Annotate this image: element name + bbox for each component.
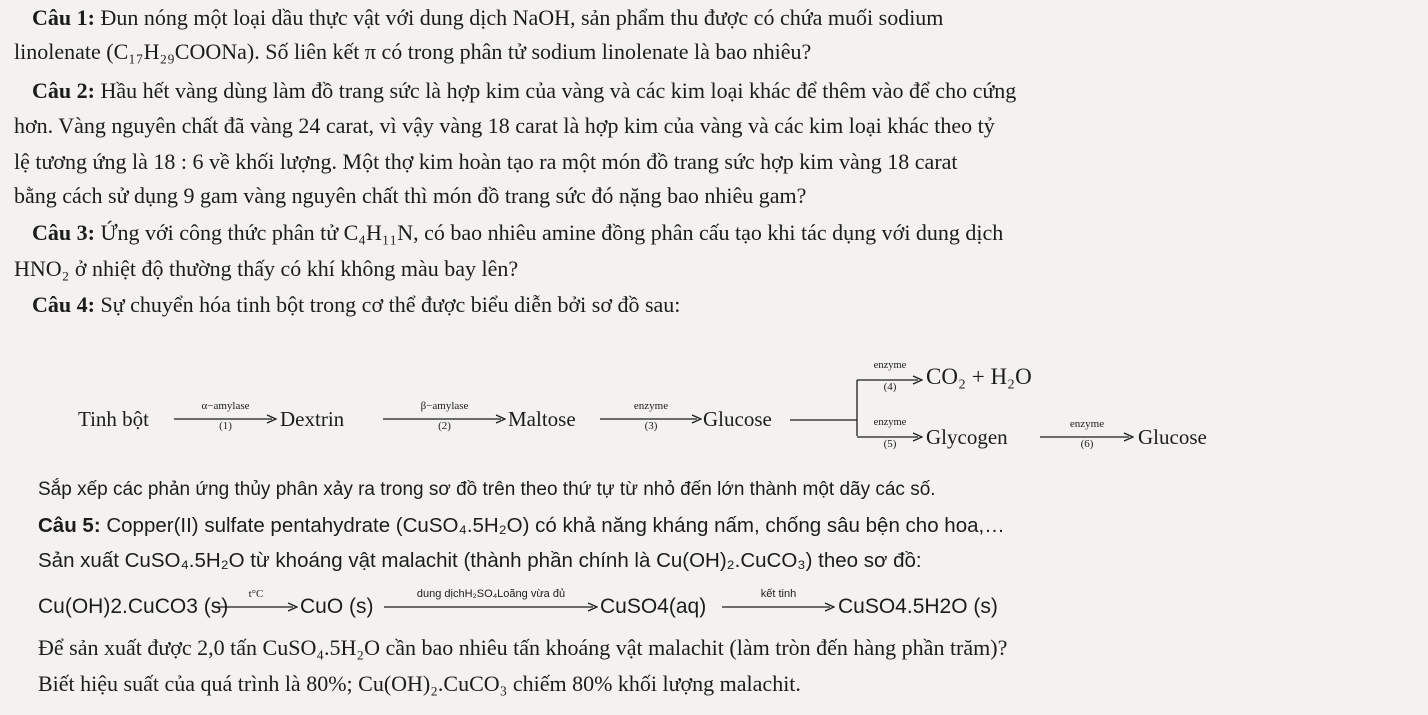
arrow-6-number: (6) — [1080, 438, 1094, 450]
q4-label: Câu 4: — [32, 292, 95, 317]
node-maltose: Maltose — [508, 407, 576, 431]
scheme-arrow-1 — [214, 588, 298, 614]
arrow-3 — [600, 400, 702, 432]
arrow-4-number: (4) — [883, 381, 897, 393]
q1-label: Câu 1: — [32, 5, 95, 30]
q2-label: Câu 2: — [32, 78, 95, 103]
arrow-3-number: (3) — [644, 420, 658, 432]
arrow-5 — [857, 417, 923, 450]
q3-label: Câu 3: — [32, 220, 95, 245]
node-glucose: Glucose — [703, 407, 772, 431]
branch-connector — [790, 372, 860, 436]
scheme-arrow-1-label: t°C — [248, 588, 264, 600]
node-glycogen: Glycogen — [926, 425, 1008, 449]
arrow-5-number: (5) — [883, 438, 897, 450]
q4-line-1 — [32, 291, 1428, 319]
arrow-4 — [857, 360, 923, 393]
arrow-1 — [174, 400, 277, 432]
q5-text-1: Copper(II) sulfate pentahydrate (CuSO₄.5H₂O) có khả năng kháng nấm, chống sâu bện cho hoa,… — [100, 514, 1005, 537]
q2-line-2: hơn. Vàng nguyên chất đã vàng 24 carat, vì vậy vàng 18 carat là hợp kim của vàng và các kim loại khác theo tỷ — [14, 113, 995, 138]
q5-line-1 — [38, 512, 1428, 540]
scheme-arrow-2 — [384, 588, 598, 614]
arrow-2-number: (2) — [438, 420, 451, 432]
arrow-1-number: (1) — [219, 420, 232, 432]
arrow-2 — [383, 400, 506, 432]
scheme-arrow-2-shape — [384, 602, 598, 614]
q5-line-2: Sản xuất CuSO₄.5H₂O từ khoáng vật malachit (thành phần chính là Cu(OH)₂.CuCO₃) theo sơ đồ: — [38, 549, 922, 572]
q5-line-4: Biết hiệu suất của quá trình là 80%; Cu(OH)₂.CuCO₃ chiếm 80% khối lượng malachit. — [38, 671, 801, 696]
scheme-arrow-3-label: kết tinh — [760, 588, 797, 600]
node-tinh-bot: Tinh bột — [78, 407, 150, 431]
node-glucose-2: Glucose — [1138, 425, 1207, 449]
scheme-malachite: Cu(OH)2.CuCO3 (s) — [38, 595, 229, 618]
q3-line-2: HNO₂ ở nhiệt độ thường thấy có khí không màu bay lên? — [14, 256, 519, 281]
q5-line-3: Để sản xuất được 2,0 tấn CuSO₄.5H₂O cần bao nhiêu tấn khoáng vật malachit (làm tròn đến hàng phần trăm)? — [38, 635, 1008, 660]
arrow-1-label: α−amylase — [201, 400, 250, 412]
q4-text-1: Sự chuyển hóa tinh bột trong cơ thể được biểu diễn bởi sơ đồ sau: — [94, 292, 681, 317]
node-co2-h2o: CO₂ + H₂O — [926, 364, 1032, 389]
q3-line-1 — [32, 219, 1428, 247]
scheme-cuso4-5h2o: CuSO4.5H2O (s) — [838, 595, 998, 618]
scheme-arrow-3 — [722, 588, 835, 614]
arrow-5-label: enzyme — [873, 417, 907, 428]
q1-text-1: Đun nóng một loại dầu thực vật với dung dịch NaOH, sản phẩm thu được có chứa muối sodium — [94, 5, 944, 30]
arrow-6-label: enzyme — [1069, 418, 1105, 430]
arrow-6 — [1040, 418, 1134, 450]
q4-line-2: Sắp xếp các phản ứng thủy phân xảy ra trong sơ đồ trên theo thứ tự từ nhỏ đến lớn thành một dãy các số. — [38, 479, 936, 500]
arrow-4-label: enzyme — [873, 360, 907, 371]
scheme-arrow-3-shape — [722, 602, 835, 614]
node-dextrin: Dextrin — [280, 407, 345, 431]
scheme-cuo: CuO (s) — [300, 595, 374, 618]
arrow-2-label: β−amylase — [420, 400, 469, 412]
q2-line-1 — [32, 77, 1428, 105]
q2-line-3: lệ tương ứng là 18 : 6 về khối lượng. Một thợ kim hoàn tạo ra một món đồ trang sức hợp kim vàng 18 carat — [14, 149, 958, 174]
q3-text-1: Ứng với công thức phân tử C₄H₁₁N, có bao nhiêu amine đồng phân cấu tạo khi tác dụng với dung dịch — [94, 220, 1004, 245]
q1-line-2: linolenate (C₁₇H₂₉COONa). Số liên kết π có trong phân tử sodium linolenate là bao nhiêu? — [14, 39, 812, 64]
q5-label: Câu 5: — [38, 514, 101, 537]
scheme-arrow-2-label: dung dịchH₂SO₄Loãng vừa đủ — [416, 588, 566, 600]
q1-line-1 — [32, 4, 1428, 32]
q2-text-1: Hầu hết vàng dùng làm đồ trang sức là hợp kim của vàng và các kim loại khác để thêm vào để cho cứng — [94, 78, 1017, 103]
q2-line-4: bằng cách sử dụng 9 gam vàng nguyên chất thì món đồ trang sức đó nặng bao nhiêu gam? — [14, 183, 807, 208]
scheme-arrow-1-shape — [214, 602, 298, 614]
arrow-3-label: enzyme — [633, 400, 669, 412]
scheme-cuso4-aq: CuSO4(aq) — [600, 595, 707, 618]
